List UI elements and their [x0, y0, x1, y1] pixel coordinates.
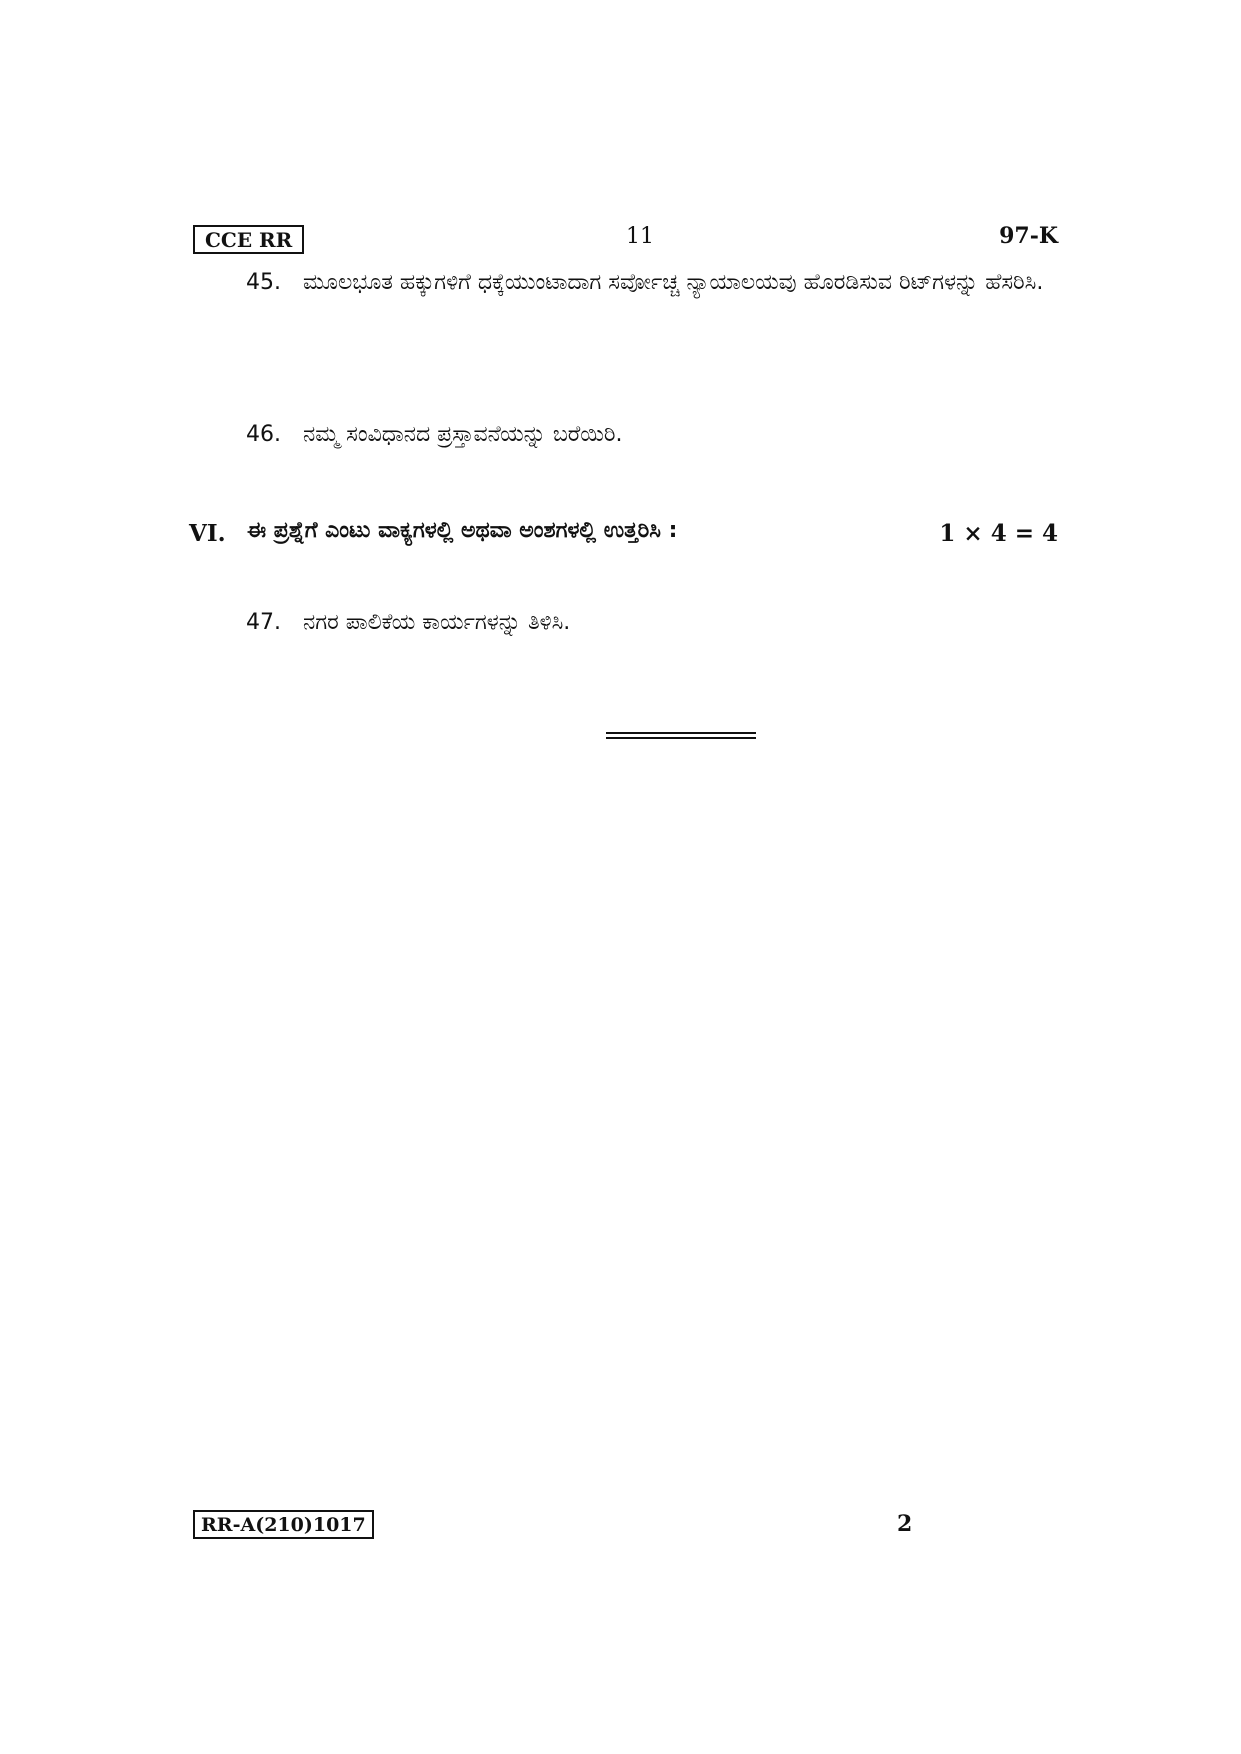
footer-code-badge: RR-A(210)1017: [193, 1510, 374, 1539]
section-label: VI.: [189, 520, 226, 547]
end-of-paper-rule: [606, 732, 756, 739]
section-instruction: ಈ ಪ್ರಶ್ನೆಗೆ ಎಂಟು ವಾಕ್ಯಗಳಲ್ಲಿ ಅಥವಾ ಅಂಶಗಳಲ್ಲಿ ಉತ್ತರಿಸಿ :: [247, 518, 678, 543]
question-47-text: ನಗರ ಪಾಲಿಕೆಯ ಕಾರ್ಯಗಳನ್ನು ತಿಳಿಸಿ.: [303, 610, 571, 635]
series-code-badge: CCE RR: [193, 225, 304, 254]
section-marks: 1 × 4 = 4: [939, 520, 1058, 547]
question-46-text: ನಮ್ಮ ಸಂವಿಧಾನದ ಪ್ರಸ್ತಾವನೆಯನ್ನು ಬರೆಯಿರಿ.: [303, 422, 623, 447]
footer-page-number: 2: [897, 1511, 913, 1537]
question-45-text: ಮೂಲಭೂತ ಹಕ್ಕುಗಳಿಗೆ ಧಕ್ಕೆಯುಂಟಾದಾಗ ಸರ್ವೋಚ್ಚ ನ್ಯಾಯಾಲಯವು ಹೊರಡಿಸುವ ರಿಟ್‌ಗಳನ್ನು ಹೆಸರಿಸಿ.: [303, 270, 1044, 295]
paper-code: 97-K: [999, 223, 1058, 249]
question-45-number: 45.: [246, 270, 281, 295]
page-number: 11: [626, 224, 654, 249]
question-47-number: 47.: [246, 610, 281, 635]
question-46-number: 46.: [246, 422, 281, 447]
